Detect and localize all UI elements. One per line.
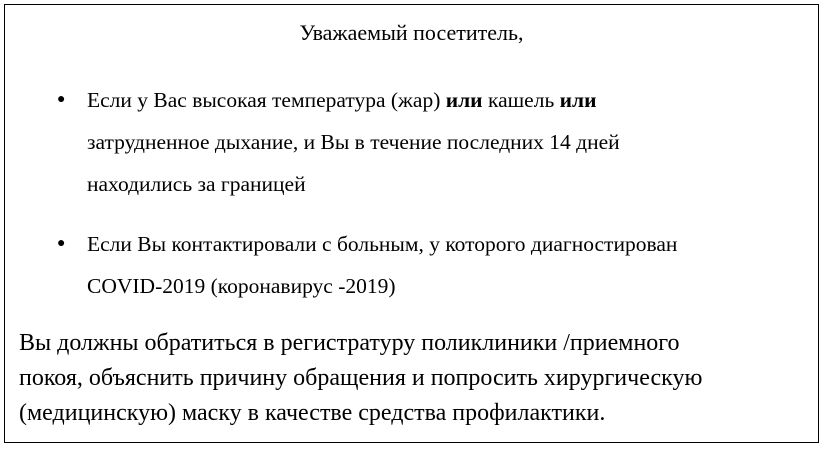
- paragraph-line: покоя, объяснить причину обращения и попросить хирургическую: [19, 365, 703, 391]
- bullet-list: [5, 79, 818, 307]
- list-item-line: затрудненное дыхание, и Вы в течение последних 14 дней: [87, 130, 620, 154]
- emphasis-text: или: [445, 88, 483, 112]
- list-item-line: находились за границей: [87, 172, 306, 196]
- notice-box: [4, 4, 819, 443]
- list-item-covid-contact: [5, 223, 818, 307]
- paragraph-line: Вы должны обратиться в регистратуру поликлиники /приемного: [19, 330, 680, 356]
- list-item-line: Если Вы контактировали с больным, у которого диагностирован: [87, 232, 678, 256]
- list-item-text: кашель: [482, 88, 560, 112]
- greeting-heading: Уважаемый посетитель,: [299, 20, 524, 45]
- instructions-paragraph: [19, 326, 788, 431]
- bullet-icon: ●: [57, 92, 66, 107]
- emphasis-text: или: [559, 88, 597, 112]
- list-item-line: COVID-2019 (коронавирус -2019): [87, 274, 396, 298]
- paragraph-line: (медицинскую) маску в качестве средства профилактики.: [19, 400, 606, 426]
- list-item-line: [87, 79, 778, 121]
- list-item-fever-symptoms: [5, 79, 818, 205]
- bullet-icon: ●: [57, 236, 66, 251]
- list-item-text: Если у Вас высокая температура (жар): [87, 88, 446, 112]
